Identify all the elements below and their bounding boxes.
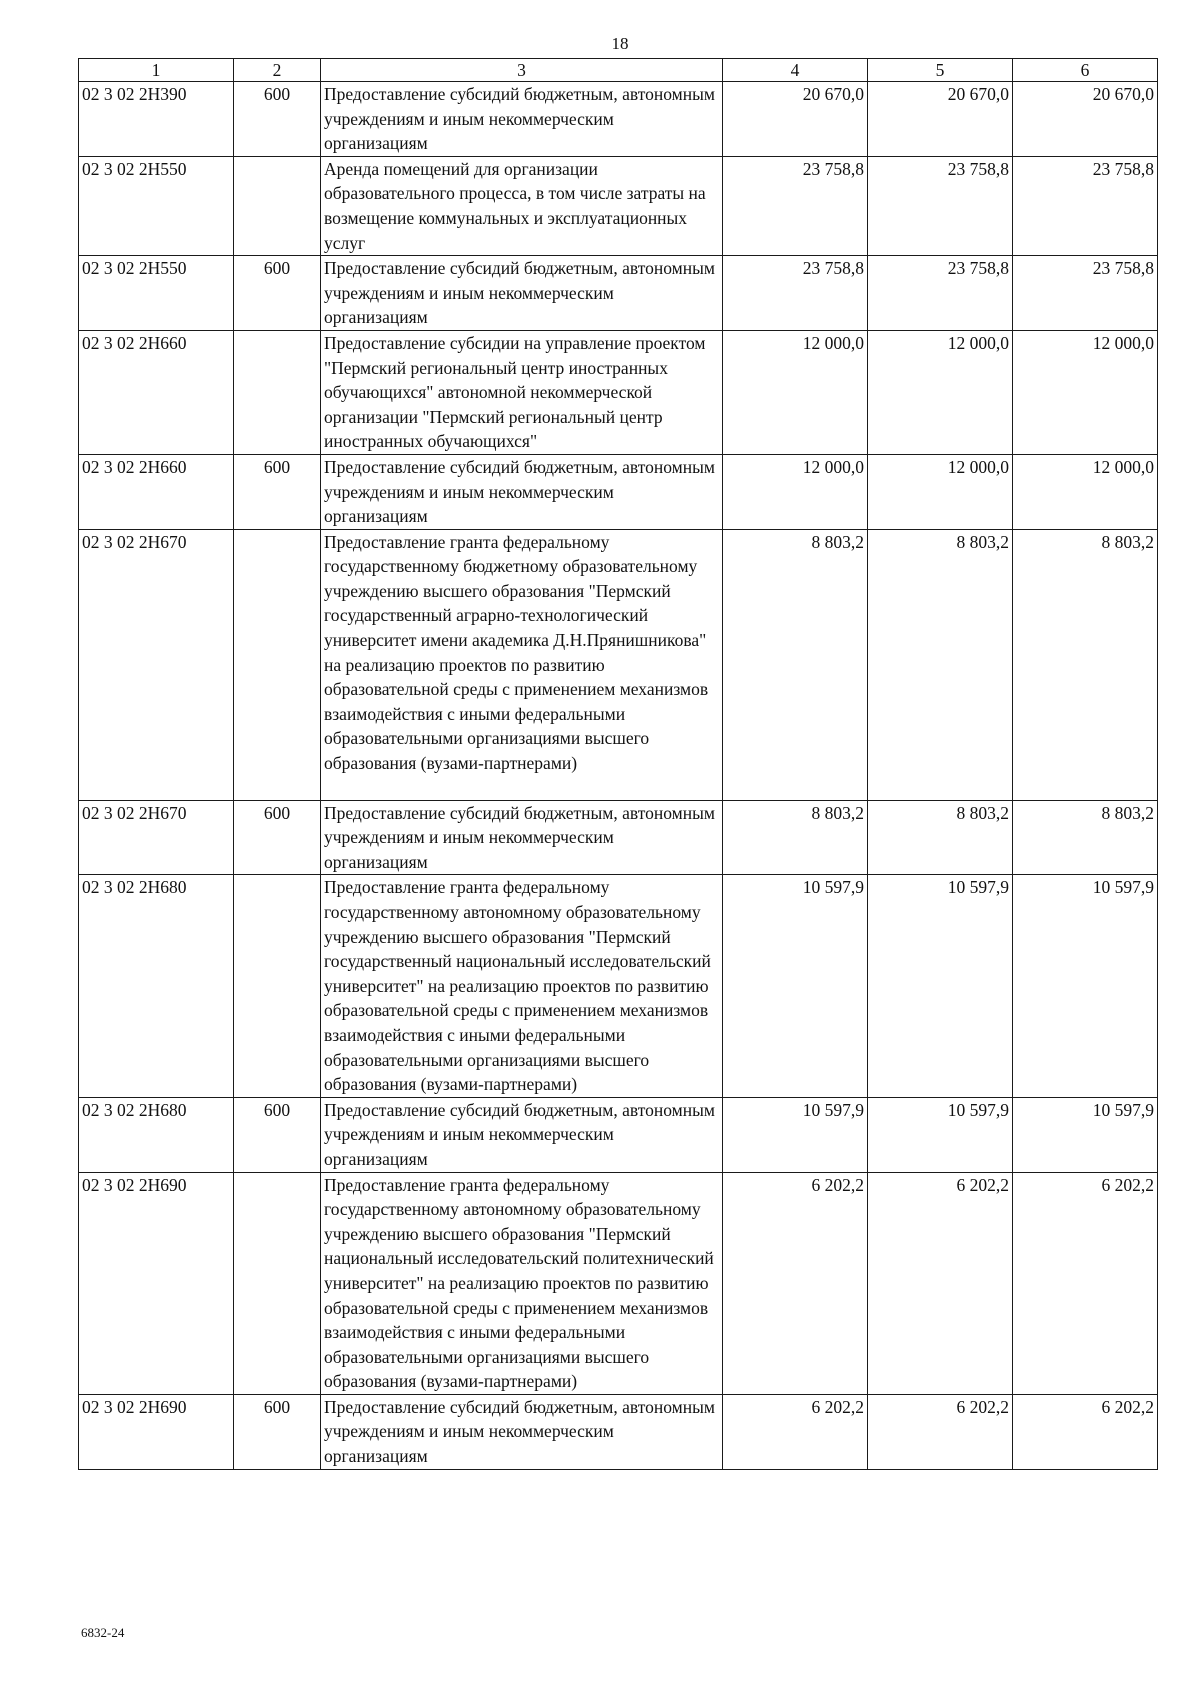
row-value-col6: 12 000,0 <box>1013 330 1158 454</box>
row-code: 02 3 02 2Н550 <box>79 156 234 255</box>
row-value-col6: 12 000,0 <box>1013 454 1158 529</box>
table-row <box>79 1172 1158 1394</box>
row-name: Аренда помещений для организации образовательного процесса, в том числе затраты на возмещение коммунальных и эксплуатационных услуг <box>321 156 723 255</box>
row-expense-type: 600 <box>234 256 321 331</box>
row-value-col4: 20 670,0 <box>723 82 868 157</box>
column-header: 6 <box>1013 59 1158 82</box>
row-code: 02 3 02 2Н660 <box>79 454 234 529</box>
row-value-col4: 12 000,0 <box>723 330 868 454</box>
table-row <box>79 1097 1158 1172</box>
row-value-col6: 10 597,9 <box>1013 1097 1158 1172</box>
row-value-col5: 10 597,9 <box>868 1097 1013 1172</box>
row-value-col5: 12 000,0 <box>868 454 1013 529</box>
row-name: Предоставление субсидий бюджетным, автономным учреждениям и иным некоммерческим организациям <box>321 256 723 331</box>
row-value-col5: 8 803,2 <box>868 529 1013 800</box>
row-value-col4: 10 597,9 <box>723 1097 868 1172</box>
row-value-col5: 23 758,8 <box>868 156 1013 255</box>
row-code: 02 3 02 2Н690 <box>79 1394 234 1469</box>
row-value-col6: 8 803,2 <box>1013 529 1158 800</box>
table-header-row <box>79 59 1158 82</box>
table-row <box>79 454 1158 529</box>
row-expense-type: 600 <box>234 1394 321 1469</box>
row-value-col6: 8 803,2 <box>1013 800 1158 875</box>
row-value-col5: 23 758,8 <box>868 256 1013 331</box>
document-footer-code: 6832-24 <box>81 1625 125 1640</box>
row-expense-type: 600 <box>234 82 321 157</box>
row-expense-type <box>234 529 321 800</box>
row-value-col4: 12 000,0 <box>723 454 868 529</box>
row-value-col4: 23 758,8 <box>723 156 868 255</box>
row-code: 02 3 02 2Н550 <box>79 256 234 331</box>
table-row <box>79 330 1158 454</box>
row-code: 02 3 02 2Н680 <box>79 1097 234 1172</box>
row-name: Предоставление субсидий бюджетным, автономным учреждениям и иным некоммерческим организациям <box>321 454 723 529</box>
row-value-col5: 10 597,9 <box>868 875 1013 1097</box>
row-name: Предоставление гранта федеральному государственному бюджетному образовательному учреждению высшего образования "Пермский государственный аграрно-технологический университет имени академика Д.Н.Прянишникова" на реализацию проектов по развитию образовательной среды с применением механизмов взаимодействия с иными федеральными образовательными организациями высшего образования (вузами-партнерами) <box>321 529 723 800</box>
row-name: Предоставление субсидий бюджетным, автономным учреждениям и иным некоммерческим организациям <box>321 800 723 875</box>
table-row <box>79 82 1158 157</box>
row-value-col5: 8 803,2 <box>868 800 1013 875</box>
row-value-col6: 20 670,0 <box>1013 82 1158 157</box>
table-row <box>79 529 1158 800</box>
row-name: Предоставление субсидии на управление проектом "Пермский региональный центр иностранных обучающихся" автономной некоммерческой организации "Пермский региональный центр иностранных обучающихся" <box>321 330 723 454</box>
row-value-col6: 6 202,2 <box>1013 1394 1158 1469</box>
column-header: 4 <box>723 59 868 82</box>
row-value-col4: 6 202,2 <box>723 1394 868 1469</box>
row-value-col6: 23 758,8 <box>1013 156 1158 255</box>
row-value-col5: 20 670,0 <box>868 82 1013 157</box>
row-value-col4: 8 803,2 <box>723 529 868 800</box>
row-expense-type <box>234 330 321 454</box>
row-value-col5: 12 000,0 <box>868 330 1013 454</box>
row-code: 02 3 02 2Н680 <box>79 875 234 1097</box>
table-row <box>79 1394 1158 1469</box>
row-value-col4: 23 758,8 <box>723 256 868 331</box>
row-value-col6: 6 202,2 <box>1013 1172 1158 1394</box>
column-header: 2 <box>234 59 321 82</box>
row-code: 02 3 02 2Н670 <box>79 529 234 800</box>
row-value-col5: 6 202,2 <box>868 1172 1013 1394</box>
row-code: 02 3 02 2Н390 <box>79 82 234 157</box>
table-row <box>79 800 1158 875</box>
column-header: 3 <box>321 59 723 82</box>
column-header: 5 <box>868 59 1013 82</box>
budget-table <box>78 58 1158 1470</box>
row-expense-type: 600 <box>234 1097 321 1172</box>
table-row <box>79 156 1158 255</box>
column-header: 1 <box>79 59 234 82</box>
row-name: Предоставление гранта федеральному государственному автономному образовательному учреждению высшего образования "Пермский государственный национальный исследовательский университет" на реализацию проектов по развитию образовательной среды с применением механизмов взаимодействия с иными федеральными образовательными организациями высшего образования (вузами-партнерами) <box>321 875 723 1097</box>
row-name: Предоставление субсидий бюджетным, автономным учреждениям и иным некоммерческим организациям <box>321 82 723 157</box>
row-name: Предоставление субсидий бюджетным, автономным учреждениям и иным некоммерческим организациям <box>321 1097 723 1172</box>
row-value-col4: 6 202,2 <box>723 1172 868 1394</box>
table-row <box>79 256 1158 331</box>
row-expense-type <box>234 875 321 1097</box>
row-value-col6: 23 758,8 <box>1013 256 1158 331</box>
row-name: Предоставление гранта федеральному государственному автономному образовательному учреждению высшего образования "Пермский национальный исследовательский политехнический университет" на реализацию проектов по развитию образовательной среды с применением механизмов взаимодействия с иными федеральными образовательными организациями высшего образования (вузами-партнерами) <box>321 1172 723 1394</box>
row-name: Предоставление субсидий бюджетным, автономным учреждениям и иным некоммерческим организациям <box>321 1394 723 1469</box>
row-value-col5: 6 202,2 <box>868 1394 1013 1469</box>
row-value-col4: 8 803,2 <box>723 800 868 875</box>
row-expense-type <box>234 1172 321 1394</box>
row-expense-type: 600 <box>234 800 321 875</box>
row-code: 02 3 02 2Н660 <box>79 330 234 454</box>
page-number: 18 <box>611 34 629 53</box>
row-code: 02 3 02 2Н690 <box>79 1172 234 1394</box>
row-expense-type: 600 <box>234 454 321 529</box>
row-value-col6: 10 597,9 <box>1013 875 1158 1097</box>
table-row <box>79 875 1158 1097</box>
row-code: 02 3 02 2Н670 <box>79 800 234 875</box>
row-value-col4: 10 597,9 <box>723 875 868 1097</box>
row-expense-type <box>234 156 321 255</box>
